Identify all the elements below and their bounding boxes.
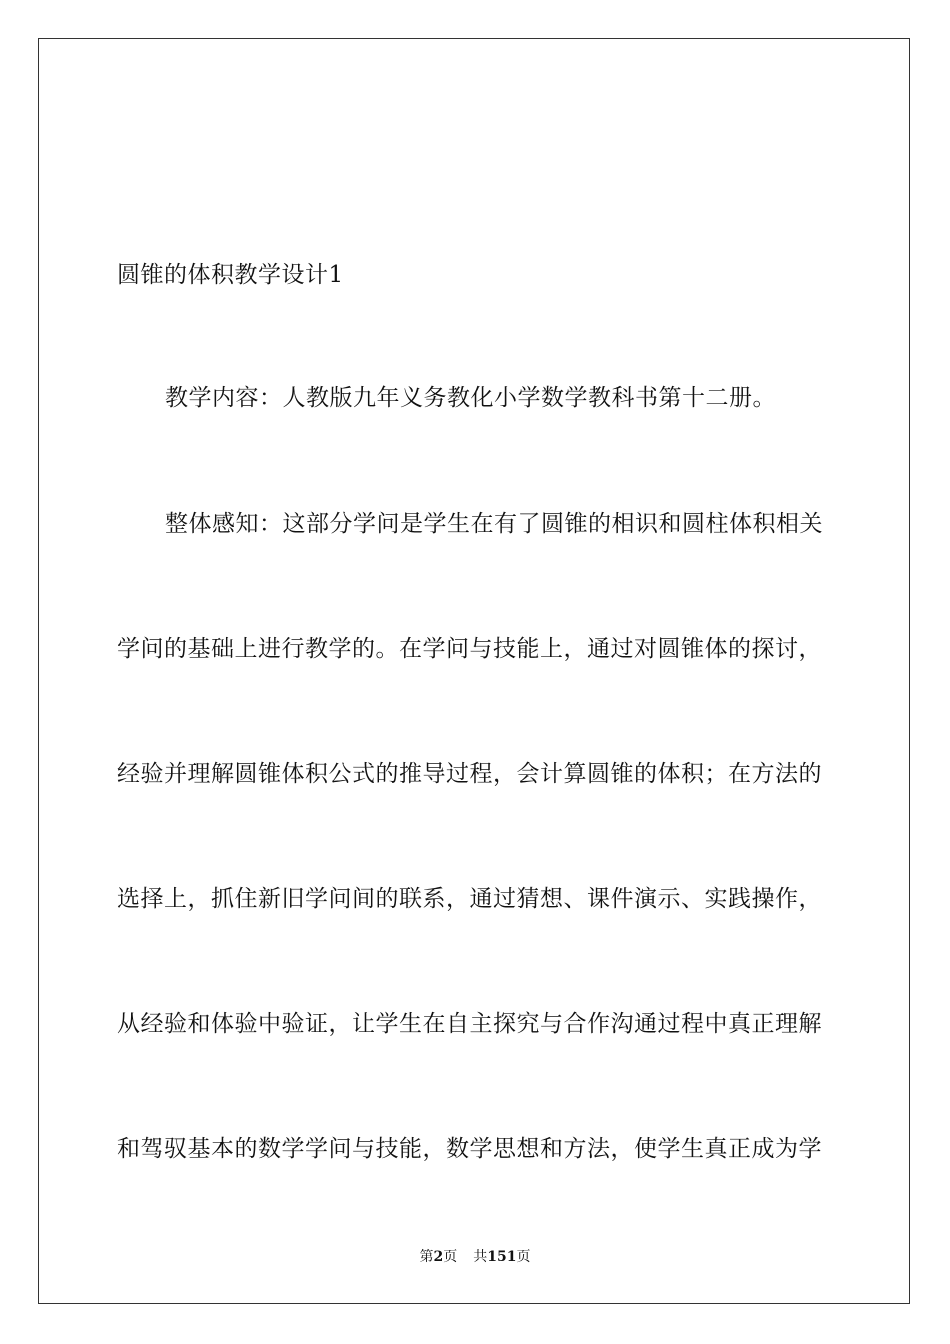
paragraph-line-5: 选择上，抓住新旧学问间的联系，通过猜想、课件演示、实践操作，: [117, 886, 822, 912]
footer-page-suffix: 页: [443, 1249, 458, 1265]
footer-page-prefix: 第: [419, 1249, 434, 1265]
paragraph-line-6: 从经验和体验中验证，让学生在自主探究与合作沟通过程中真正理解: [117, 1011, 822, 1037]
footer-total-prefix: 共: [473, 1249, 488, 1265]
paragraph-line-4: 经验并理解圆锥体积公式的推导过程，会计算圆锥的体积；在方法的: [117, 761, 822, 787]
footer-total-pages: 151: [487, 1249, 517, 1265]
paragraph-line-1: 教学内容：人教版九年义务教化小学数学教科书第十二册。: [165, 385, 776, 411]
footer-page-number: 2: [433, 1249, 444, 1265]
paragraph-line-2: 整体感知：这部分学问是学生在有了圆锥的相识和圆柱体积相关: [165, 511, 823, 537]
footer-total-suffix: 页: [516, 1249, 531, 1265]
paragraph-line-7: 和驾驭基本的数学学问与技能，数学思想和方法，使学生真正成为学: [117, 1136, 822, 1162]
page-border: [38, 38, 910, 1304]
paragraph-line-3: 学问的基础上进行教学的。在学问与技能上，通过对圆锥体的探讨，: [117, 636, 822, 662]
document-title: 圆锥的体积教学设计1: [117, 262, 344, 288]
page-footer: [0, 1248, 950, 1266]
